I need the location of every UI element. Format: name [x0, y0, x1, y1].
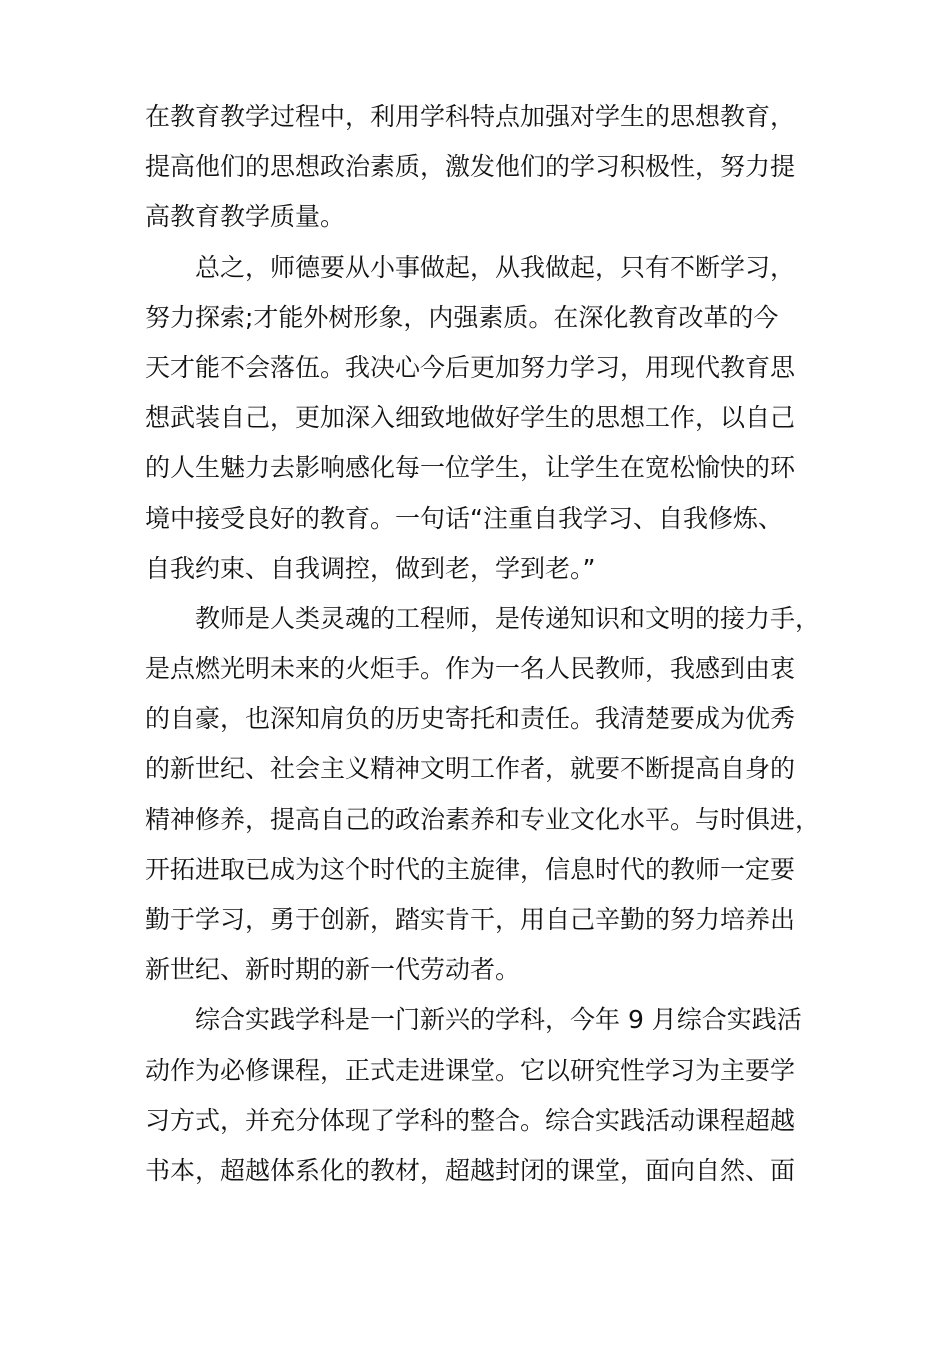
text-line: 教师是人类灵魂的工程师，是传递知识和文明的接力手，	[145, 603, 821, 633]
text-line: 在教育教学过程中，利用学科特点加强对学生的思想教育，	[145, 102, 796, 131]
text-line: 想武装自己，更加深入细致地做好学生的思想工作，以自己	[145, 403, 796, 433]
text-line: 自我约束、自我调控，做到老，学到老。”	[145, 553, 596, 583]
text-line: 习方式，并充分体现了学科的整合。综合实践活动课程超越	[145, 1105, 796, 1135]
text-line: 努力探索;才能外树形象，内强素质。在深化教育改革的今	[145, 302, 779, 332]
text-line: 天才能不会落伍。我决心今后更加努力学习，用现代教育思	[145, 352, 796, 382]
text-line: 的人生魅力去影响感化每一位学生，让学生在宽松愉快的环	[145, 453, 796, 483]
text-line: 提高他们的思想政治素质，激发他们的学习积极性，努力提	[145, 152, 796, 182]
text-line: 新世纪、新时期的新一代劳动者。	[145, 955, 521, 985]
text-line: 的新世纪、社会主义精神文明工作者，就要不断提高自身的	[145, 754, 796, 784]
text-line: 书本，超越体系化的教材，超越封闭的课堂，面向自然、面	[145, 1155, 796, 1185]
text-line: 动作为必修课程，正式走进课堂。它以研究性学习为主要学	[145, 1055, 796, 1085]
body-text	[145, 92, 835, 1196]
text-line: 勤于学习，勇于创新，踏实肯干，用自己辛勤的努力培养出	[145, 905, 796, 934]
text-line: 开拓进取已成为这个时代的主旋律，信息时代的教师一定要	[145, 854, 796, 884]
text-line: 精神修养，提高自己的政治素养和专业文化水平。与时俱进，	[145, 804, 821, 834]
text-line: 是点燃光明未来的火炬手。作为一名人民教师，我感到由衷	[145, 654, 796, 684]
text-line: 总之，师德要从小事做起，从我做起，只有不断学习，	[145, 252, 796, 282]
text-line: 高教育教学质量。	[145, 202, 346, 232]
text-line: 境中接受良好的教育。一句话“注重自我学习、自我修炼、	[145, 503, 783, 533]
text-line: 综合实践学科是一门新兴的学科，今年 9 月综合实践活	[145, 1005, 802, 1035]
text-line: 的自豪，也深知肩负的历史寄托和责任。我清楚要成为优秀	[145, 704, 796, 734]
